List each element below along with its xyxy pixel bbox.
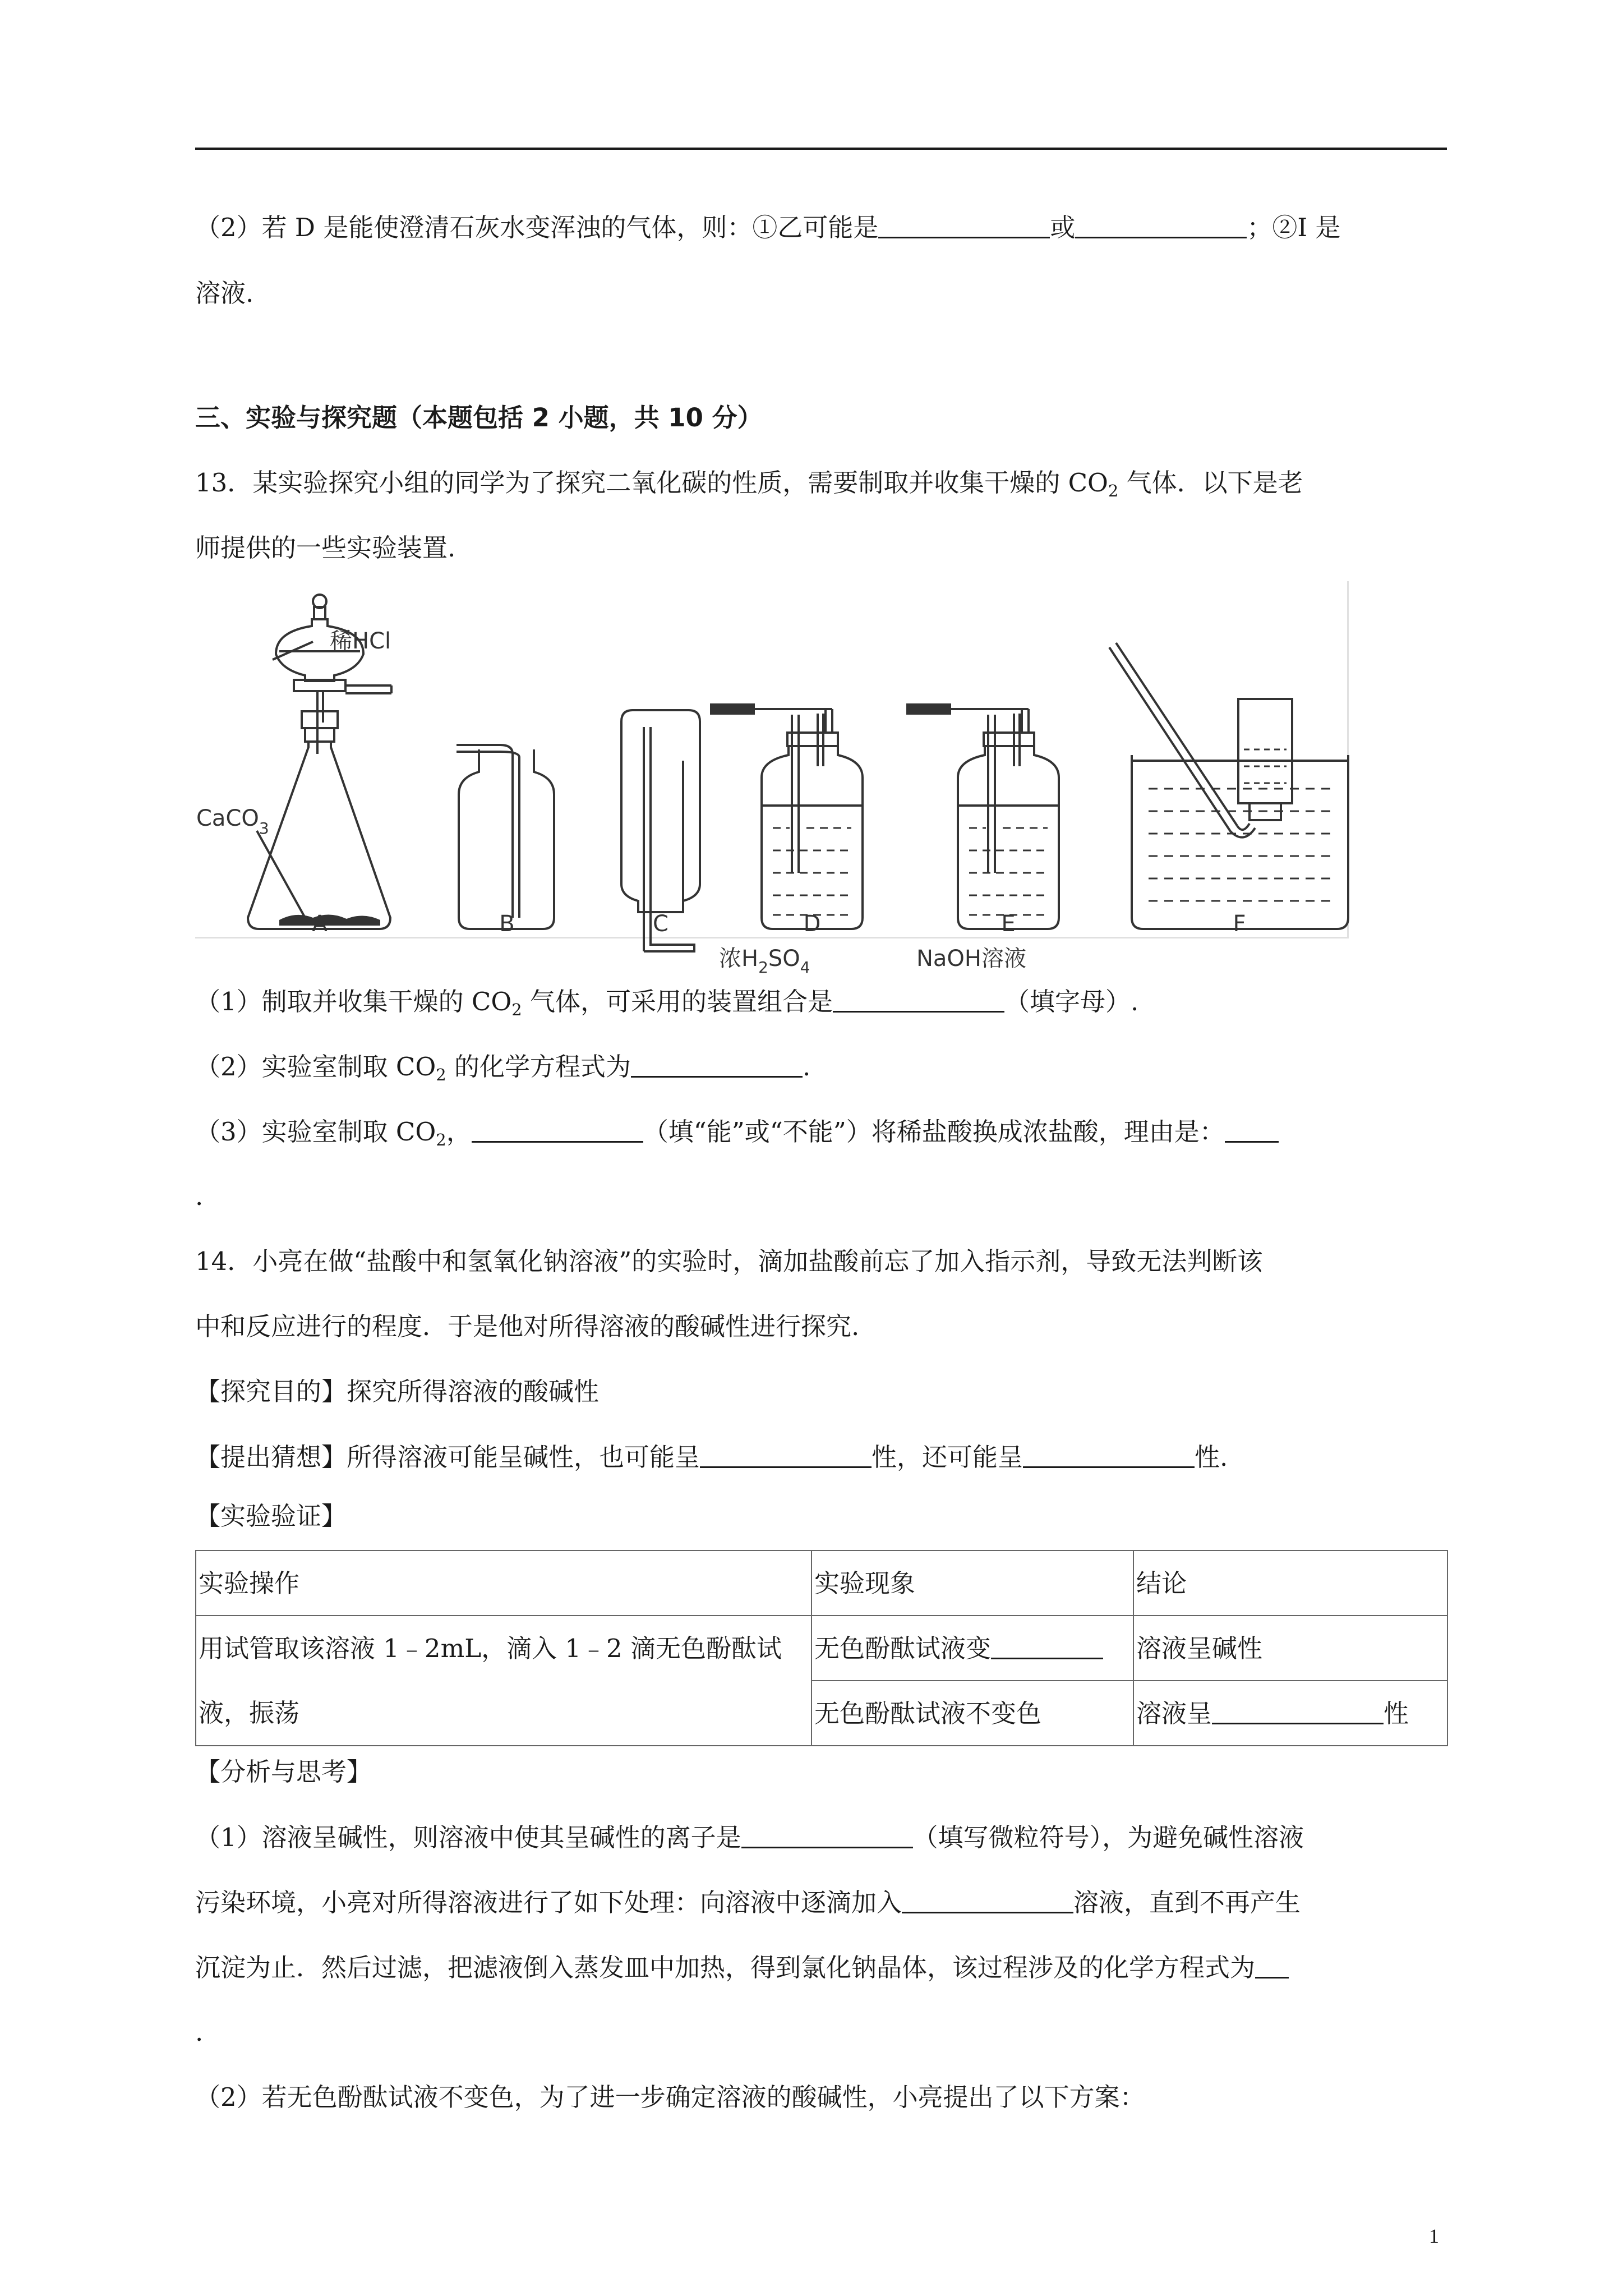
q14-purpose: 【探究目的】探究所得溶液的酸碱性 [195,1377,600,1406]
phenomenon-cell [811,1616,1133,1681]
apparatus-label-e: E [1001,911,1016,937]
conclusion-cell: 溶液呈碱性 [1133,1616,1447,1681]
apparatus-label-c: C [653,911,668,937]
conclusion-text: 性 [1384,1699,1409,1728]
table-header-row [196,1550,1447,1616]
answer-blank[interactable] [1255,1954,1289,1978]
apparatus-b-drawing [457,745,554,929]
answer-blank[interactable] [902,1889,1073,1913]
q13-stem-text: 气体．以下是老 [1118,468,1303,498]
e-reagent-label: NaOH溶液 [916,946,1026,972]
conclusion-cell [1133,1681,1447,1746]
q13-part3 [195,1119,1279,1148]
answer-blank[interactable] [1075,214,1247,238]
header-cell: 结论 [1133,1550,1447,1616]
apparatus-e-drawing [907,705,1059,929]
apparatus-diagram [195,581,1347,977]
header-cell: 实验操作 [196,1550,811,1616]
q13-stem-text: 13．某实验探究小组的同学为了探究二氧化碳的性质，需要制取并收集干燥的 CO [195,468,1108,498]
q12-part2-text-end: ；②I 是 [1247,213,1341,242]
caco3-label: CaCO$_3$ [196,806,269,838]
answer-blank[interactable] [1023,1444,1195,1468]
q14-analysis1-line4: . [195,2017,204,2047]
q13-part3-text: ， [446,1117,472,1147]
q13-part3-text: （填“能”或“不能”）将稀盐酸换成浓盐酸，理由是： [643,1117,1225,1147]
q13-part3-end: . [195,1181,204,1211]
q14-analysis1-line3 [195,1954,1289,1980]
q13-part2-text: （2）实验室制取 CO [195,1052,436,1082]
q13-part2-text: . [803,1052,811,1082]
q14-verification-heading: 【实验验证】 [195,1501,347,1531]
q14-stem-line1: 14．小亮在做“盐酸中和氢氧化钠溶液”的实验时，滴加盐酸前忘了加入指示剂，导致无法判断该 [195,1246,1263,1276]
answer-blank[interactable] [631,1053,803,1078]
answer-blank[interactable] [991,1635,1103,1659]
subscript: 2 [436,1130,446,1149]
q14-analysis1-line1 [195,1824,1304,1850]
apparatus-figure [195,581,1349,977]
q14-analysis1-line2 [195,1889,1301,1915]
q14-analysis-heading: 【分析与思考】 [195,1757,372,1787]
answer-blank[interactable] [1225,1119,1279,1143]
q14-stem-line2: 中和反应进行的程度．于是他对所得溶液的酸碱性进行探究. [195,1312,860,1341]
d-reagent-label: 浓$H_2SO_4$ [719,946,810,977]
q14-hypothesis-text: 性. [1195,1442,1228,1472]
caco3-solid [279,914,380,926]
q12-part2-line1 [195,214,1340,240]
analysis-text: （1）溶液呈碱性，则溶液中使其呈碱性的离子是 [195,1823,741,1852]
apparatus-f-drawing [1109,643,1348,929]
q13-part1-text: 气体，可采用的装置组合是 [522,987,833,1016]
operation-line: 用试管取该溶液 1﹣2mL，滴入 1﹣2 滴无色酚酞试 [199,1634,782,1663]
subscript: 2 [511,1000,522,1019]
q14-analysis2: （2）若无色酚酞试液不变色，为了进一步确定溶液的酸碱性，小亮提出了以下方案： [195,2082,1145,2112]
operation-cell [196,1616,811,1746]
answer-blank[interactable] [833,988,1004,1013]
q14-hypothesis [195,1444,1228,1470]
q13-stem-line1 [195,470,1303,499]
analysis-text: 沉淀为止．然后过滤，把滤液倒入蒸发皿中加热，得到氯化钠晶体，该过程涉及的化学方程式为 [195,1953,1256,1982]
q12-part2-line2: 溶液. [195,278,254,308]
answer-blank[interactable] [700,1444,872,1468]
q13-part1 [195,988,1138,1018]
table-row [196,1616,1447,1681]
header-cell: 实验现象 [811,1550,1133,1616]
answer-blank[interactable] [472,1119,643,1143]
analysis-text: （填写微粒符号），为避免碱性溶液 [912,1823,1304,1852]
q13-part1-text: （填字母）. [1004,987,1139,1016]
section-title: 三、实验与探究题（本题包括 2 小题，共 10 分） [195,403,763,432]
phenomenon-cell: 无色酚酞试液不变色 [811,1681,1133,1746]
subscript: 2 [436,1065,446,1084]
answer-blank[interactable] [741,1824,913,1848]
header-rule [195,148,1447,150]
q12-part2-text: （2）若 D 是能使澄清石灰水变浑浊的气体，则：①乙可能是 [195,213,879,242]
subscript: 2 [1108,481,1119,500]
q13-stem-line2: 师提供的一些实验装置. [195,533,456,563]
operation-line: 液，振荡 [199,1698,300,1728]
apparatus-label-a: A [312,911,328,937]
hcl-label: 稀HCl [330,628,391,654]
conclusion-text: 溶液呈 [1136,1699,1212,1728]
q14-hypothesis-text: 性，还可能呈 [872,1442,1023,1472]
apparatus-d-drawing [711,705,863,929]
experiment-table [195,1550,1448,1746]
q13-part1-text: （1）制取并收集干燥的 CO [195,987,512,1016]
answer-blank[interactable] [878,214,1050,238]
page-number: 1 [1429,2225,1439,2247]
apparatus-label-b: B [499,911,515,937]
q13-part3-text: （3）实验室制取 CO [195,1117,436,1147]
analysis-text: 溶液，直到不再产生 [1073,1888,1301,1917]
answer-blank[interactable] [1212,1700,1384,1724]
phenomenon-text: 无色酚酞试液变 [814,1634,992,1663]
q13-part2-text: 的化学方程式为 [446,1052,631,1082]
analysis-text: 污染环境，小亮对所得溶液进行了如下处理：向溶液中逐滴加入 [195,1888,902,1917]
apparatus-label-f: F [1233,911,1246,937]
apparatus-label-d: D [803,911,821,937]
q13-part2 [195,1053,810,1083]
q12-part2-or: 或 [1050,213,1076,242]
q14-hypothesis-text: 【提出猜想】所得溶液可能呈碱性，也可能呈 [195,1442,700,1472]
